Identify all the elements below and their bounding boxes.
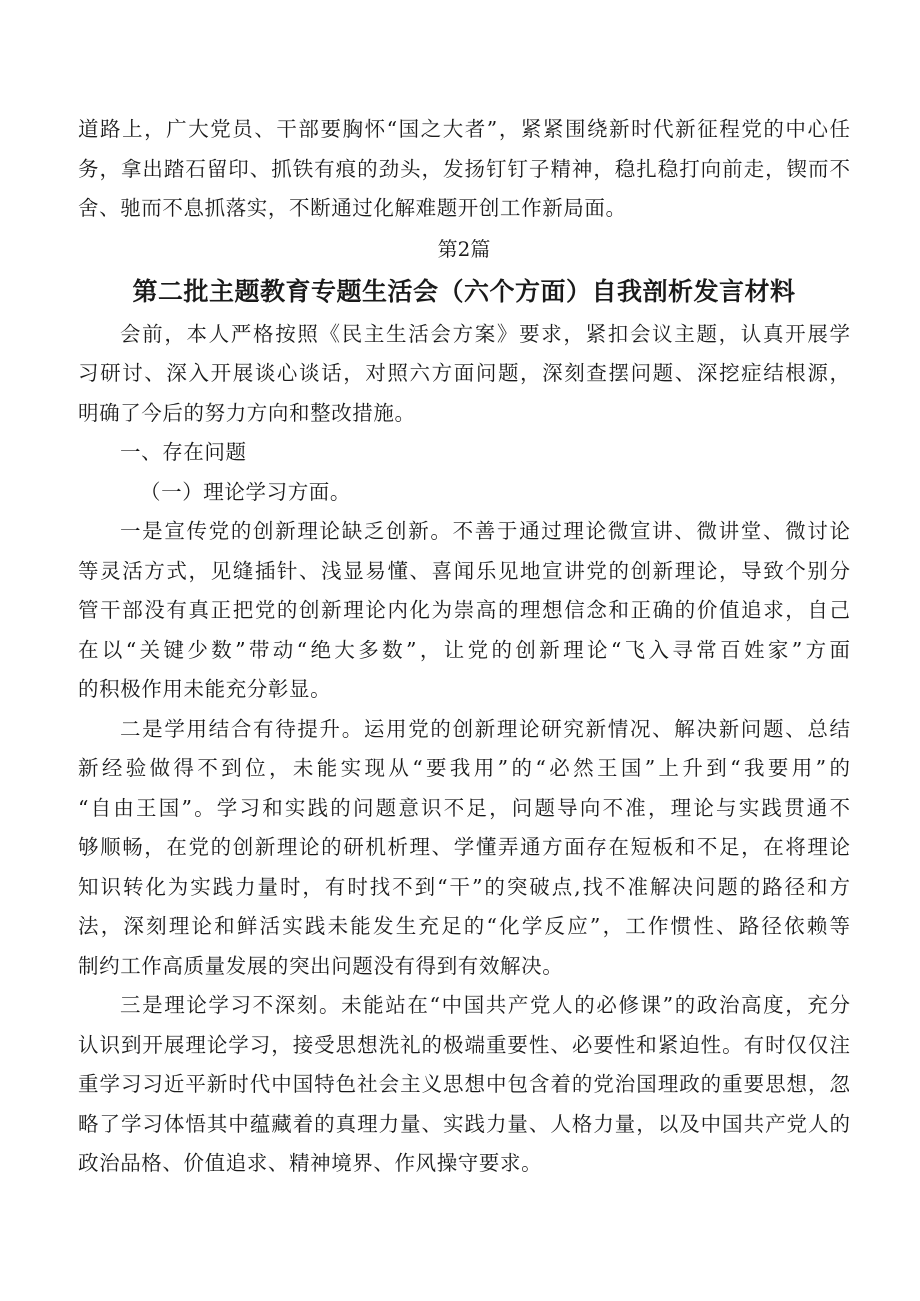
- text-line: 舍、驰而不息抓落实，不断通过化解难题开创工作新局面。: [78, 196, 627, 220]
- text-line: 务，拿出踏石留印、抓铁有痕的劲头，发扬钉钉子精神，稳扎稳打向前走，锲而不: [78, 156, 850, 181]
- text-line: “自由王国”。学习和实践的问题意识不足，问题导向不准，理论与实践贯通不: [78, 795, 850, 820]
- text-line: 知识转化为实践力量时，有时找不到“干”的突破点,找不准解决问题的路径和方: [78, 874, 850, 899]
- text-line: 会前，本人严格按照《民主生活会方案》要求，紧扣会议主题，认真开展学: [120, 321, 850, 346]
- subsection-heading: （一）理论学习方面。: [140, 479, 351, 504]
- text-line: 一是宣传党的创新理论缺乏创新。不善于通过理论微宣讲、微讲堂、微讨论: [120, 519, 850, 543]
- text-line: 新经验做得不到位，未能实现从“要我用”的“必然王国”上升到“我要用”的: [78, 756, 850, 780]
- intro-paragraph: [78, 110, 850, 229]
- text-line: 的积极作用未能充分彰显。: [78, 677, 332, 701]
- text-line: 够顺畅，在党的创新理论的研机析理、学懂弄通方面存在短板和不足，在将理论: [78, 835, 850, 859]
- text-line: 明确了今后的努力方向和整改措施。: [78, 400, 416, 425]
- text-line: 等灵活方式，见缝插针、浅显易懂、喜闻乐见地宣讲党的创新理论，导致个别分: [78, 558, 850, 583]
- text-line: 二是学用结合有待提升。运用党的创新理论研究新情况、解决新问题、总结: [120, 716, 850, 741]
- text-line: 认识到开展理论学习，接受思想洗礼的极端重要性、必要性和紧迫性。有时仅仅注: [78, 1032, 850, 1057]
- text-line: 制约工作高质量发展的突出问题没有得到有效解决。: [78, 953, 564, 978]
- text-line: 在以“关键少数”带动“绝大多数”，让党的创新理论“飞入寻常百姓家”方面: [78, 637, 850, 662]
- text-line: 管干部没有真正把党的创新理论内化为崇高的理想信念和正确的价值追求，自己: [78, 598, 850, 622]
- text-line: 重学习习近平新时代中国特色社会主义思想中包含着的党治国理政的重要思想，忽: [78, 1072, 850, 1096]
- section-heading: 一、存在问题: [120, 440, 247, 464]
- document-title: 第二批主题教育专题生活会（六个方面）自我剖析发言材料: [132, 276, 796, 306]
- chapter-label: 第2篇: [437, 236, 491, 261]
- paragraph-2: [78, 710, 850, 987]
- paragraph-3: [78, 986, 850, 1184]
- text-line: 法，深刻理论和鲜活实践未能发生充足的“化学反应”，工作惯性、路径依赖等: [78, 914, 850, 938]
- text-line: 道路上，广大党员、干部要胸怀“国之大者”，紧紧围绕新时代新征程党的中心任: [78, 117, 850, 141]
- text-line: 习研讨、深入开展谈心谈话，对照六方面问题，深刻查摆问题、深挖症结根源，: [78, 361, 850, 385]
- text-line: 政治品格、价值追求、精神境界、作风操守要求。: [78, 1151, 543, 1175]
- text-line: 略了学习体悟其中蕴藏着的真理力量、实践力量、人格力量，以及中国共产党人的: [78, 1111, 850, 1136]
- paragraph-1: [78, 512, 850, 710]
- opening-paragraph: [78, 315, 850, 434]
- text-line: 三是理论学习不深刻。未能站在“中国共产党人的必修课”的政治高度，充分: [120, 993, 850, 1017]
